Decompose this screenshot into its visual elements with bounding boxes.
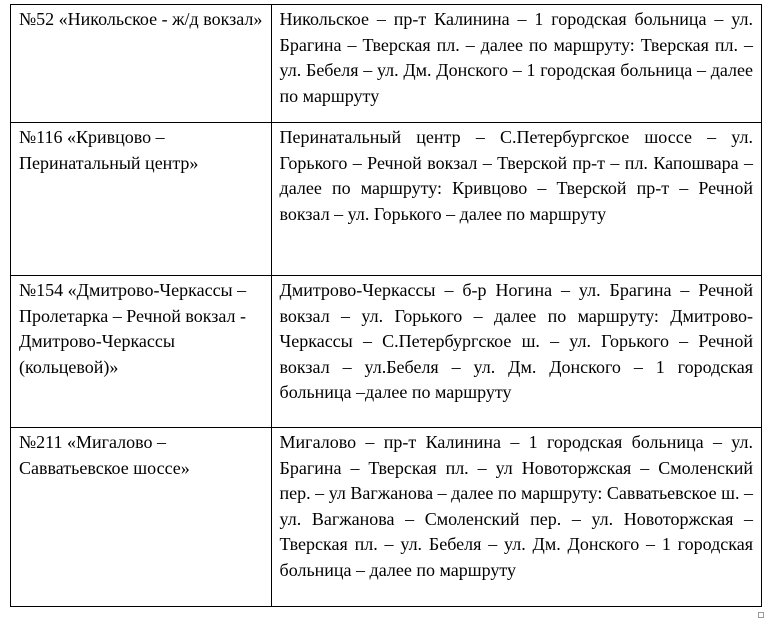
table-row — [11, 123, 762, 276]
route-path-cell: Перинатальный центр – С.Петербургское шоссе – ул. Горького – Речной вокзал – Тверской пр-т – пл. Капошвара – далее по маршруту: Кривцово – Тверской пр-т – Речной вокзал – ул. Горького – далее по маршруту — [271, 123, 761, 276]
route-name-cell: №154 «Дмитрово-Черкассы – Пролетарка – Речной вокзал - Дмитрово-Черкассы (кольцевой)» — [11, 276, 272, 428]
route-path-cell: Никольское – пр-т Калинина – 1 городская больница – ул. Брагина – Тверская пл. – далее по маршруту: Тверская пл. – ул. Бебеля – ул. Дм. Донского – 1 городская больница – далее по маршруту — [271, 5, 761, 123]
bus-routes-table — [10, 4, 762, 607]
route-path-cell: Дмитрово-Черкассы – б-р Ногина – ул. Брагина – Речной вокзал – ул. Горького – далее по маршруту: Дмитрово-Черкассы – С.Петербургское ш. – ул. Горького – Речной вокзал – ул.Бебеля – ул. Дм. Донского – 1 городская больница –далее по маршруту — [271, 276, 761, 428]
route-path-cell: Мигалово – пр-т Калинина – 1 городская больница – ул. Брагина – Тверская пл. – ул Новоторжская – Смоленский пер. – ул Вагжанова – далее по маршруту: Савватьевское ш. –ул. Вагжанова – Смоленский пер. – ул. Новоторжская – Тверская пл. – ул. Бебеля – ул. Дм. Донского – 1 городская больница – далее по маршруту — [271, 428, 761, 607]
route-name-cell: №116 «Кривцово – Перинатальный центр» — [11, 123, 272, 276]
route-name-cell: №52 «Никольское - ж/д вокзал» — [11, 5, 272, 123]
table-resize-handle[interactable] — [758, 612, 764, 618]
table-row — [11, 428, 762, 607]
route-name-cell: №211 «Мигалово – Савватьевское шоссе» — [11, 428, 272, 607]
table-row — [11, 5, 762, 123]
table-row — [11, 276, 762, 428]
